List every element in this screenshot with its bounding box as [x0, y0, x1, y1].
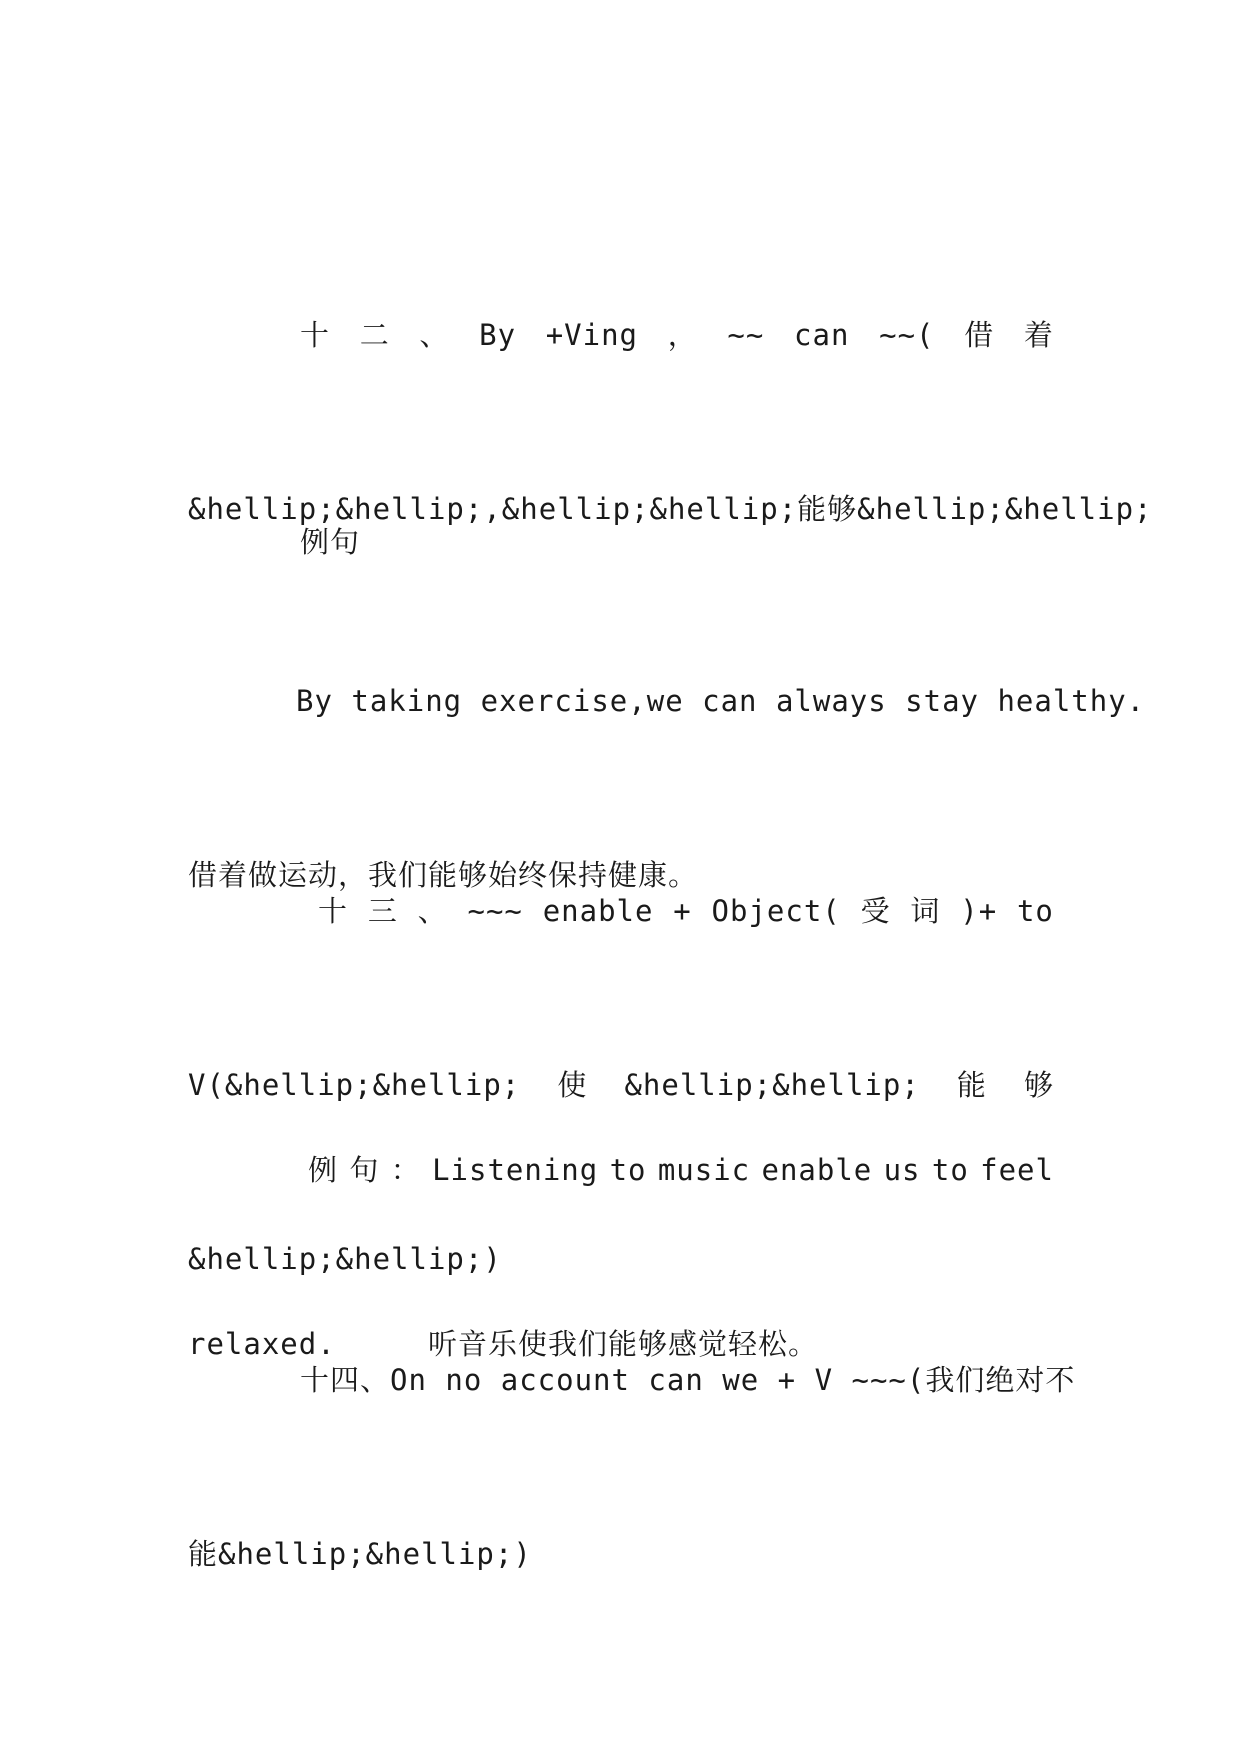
- example-token: music: [657, 1153, 751, 1187]
- heading-token: ~~(: [879, 318, 935, 352]
- example-token: 句: [349, 1153, 380, 1187]
- example-12-label: 例句: [300, 525, 361, 559]
- heading-token: V(&hellip;&hellip;: [188, 1068, 521, 1102]
- example-token: to: [931, 1153, 969, 1187]
- heading-token: +: [673, 894, 692, 928]
- heading-token: 受: [860, 894, 891, 928]
- heading-token: to: [1016, 894, 1054, 928]
- heading-token: 着: [1023, 318, 1054, 352]
- section-14-heading: [188, 1235, 1076, 1699]
- heading-token: 使: [557, 1068, 588, 1102]
- heading-token: &hellip;&hellip;: [624, 1068, 920, 1102]
- heading-token: can: [794, 318, 850, 352]
- heading-token: By: [479, 318, 517, 352]
- section-13-line-1: [188, 882, 1054, 940]
- heading-token: 、: [419, 318, 450, 352]
- heading-token: 二: [359, 318, 390, 352]
- heading-token: ~~: [727, 318, 765, 352]
- section-13-line-3: &hellip;&hellip;): [188, 1242, 502, 1276]
- heading-token: 够: [1023, 1068, 1054, 1102]
- example-12-english: By taking exercise,we can always stay healthy.: [296, 684, 1146, 718]
- heading-token: )+: [960, 894, 998, 928]
- example-token: us: [883, 1153, 921, 1187]
- heading-token: 、: [417, 894, 448, 928]
- heading-token: 能: [956, 1068, 987, 1102]
- section-14-line-1: 十四、On no account can we + V ~~~(我们绝对不: [300, 1363, 1076, 1397]
- example-token: ：: [390, 1153, 421, 1187]
- example-token: enable: [761, 1153, 873, 1187]
- heading-token: 十: [318, 894, 349, 928]
- example-13-line-2: relaxed. 听音乐使我们能够感觉轻松。: [188, 1327, 818, 1361]
- heading-token: 三: [367, 894, 398, 928]
- section-14-line-2: 能&hellip;&hellip;): [188, 1537, 532, 1571]
- example-token: Listening: [432, 1153, 599, 1187]
- example-token: feel: [980, 1153, 1054, 1187]
- section-12-line-2: &hellip;&hellip;,&hellip;&hellip;能够&hellip;&hellip;: [188, 492, 1153, 526]
- heading-token: 词: [910, 894, 941, 928]
- example-12-chinese: 借着做运动，我们能够始终保持健康。: [188, 858, 699, 892]
- example-token: to: [609, 1153, 647, 1187]
- heading-token: 十: [300, 318, 331, 352]
- heading-token: +Ving: [545, 318, 639, 352]
- example-13-line-1: [188, 1141, 1054, 1199]
- heading-token: Object(: [711, 894, 841, 928]
- section-12-line-1: [188, 306, 1054, 364]
- heading-token: 借: [964, 318, 995, 352]
- heading-token: ，: [667, 318, 698, 352]
- example-token: 例: [308, 1153, 339, 1187]
- heading-token: ~~~: [467, 894, 523, 928]
- heading-token: enable: [542, 894, 654, 928]
